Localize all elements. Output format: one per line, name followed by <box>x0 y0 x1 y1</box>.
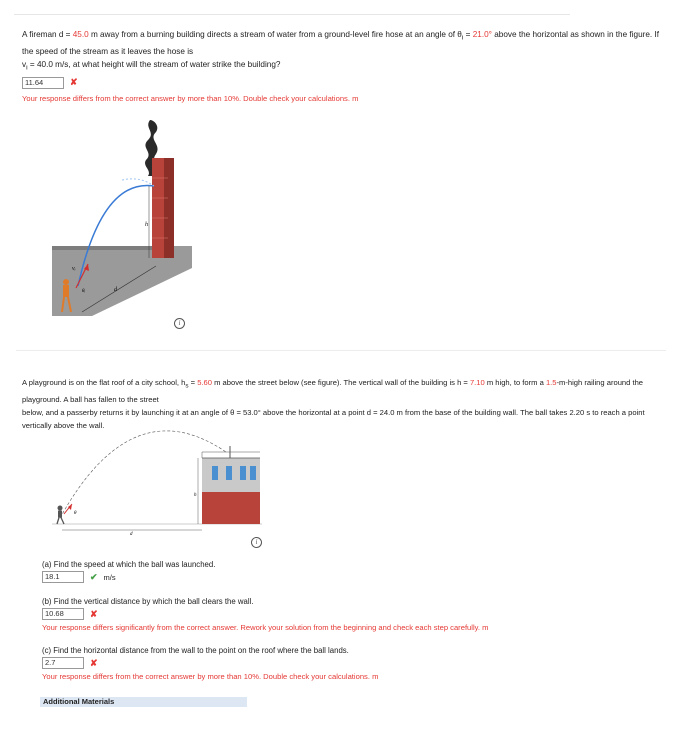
answer-input-b[interactable] <box>42 608 84 620</box>
feedback-b: Your response differs significantly from the correct answer. Rework your solution from the beginning and check each step carefully. m <box>42 623 489 632</box>
part-a: (a) Find the speed at which the ball was launched. 18.1 ✔ m/s <box>42 560 602 583</box>
fireman-body <box>63 285 69 297</box>
theta-value: 21.0° <box>472 30 492 39</box>
distance-label: d <box>114 287 117 293</box>
wrong-icon: ✘ <box>90 657 98 668</box>
figure-fire-hose <box>52 118 192 338</box>
d-value: 45.0 <box>72 30 89 39</box>
unit-label: m/s <box>103 572 116 582</box>
figure-playground <box>52 418 272 538</box>
distance-label: d <box>130 532 133 537</box>
problem-2-text: A playground is on the flat roof of a city school, $h_s = 5.60$ m above the street below (see figure). The vertical wall of the building is h = 7.10 m high, to form a 1.5-m-high railing around the playground. A ball has fallen to the street <box>22 378 644 404</box>
height-label: h <box>145 222 148 228</box>
hs-value: 5.60 <box>197 378 212 387</box>
ground-edge <box>52 246 152 250</box>
problem-2-parts <box>42 560 602 695</box>
wrong-icon: ✘ <box>70 77 78 88</box>
feedback-c: Your response differs from the correct answer by more than 10%. Double check your calculations. m <box>42 672 379 681</box>
part-c: (c) Find the horizontal distance from the wall to the point on the roof where the ball lands. 2.7 ✘ Your response differs from the correct answer by more than 10%. Double check your calculations. m <box>42 646 602 681</box>
answer-input-a[interactable] <box>42 571 84 583</box>
info-icon-2[interactable]: i <box>251 537 262 548</box>
wrong-icon: ✘ <box>90 608 98 619</box>
info-icon[interactable]: i <box>174 318 185 329</box>
section-divider <box>16 350 666 351</box>
railing-value: 1.5 <box>545 378 557 387</box>
answer-input-1[interactable] <box>22 77 64 89</box>
person-body <box>58 511 62 518</box>
problem-1 <box>22 28 662 105</box>
problem-1-text-line2: $v_i = 40.0$ m/s, at what height will the stream of water strike the building? <box>22 59 281 72</box>
answer-input-c[interactable] <box>42 657 84 669</box>
velocity-label: vᵢ <box>72 266 76 272</box>
part-b: (b) Find the vertical distance by which the ball clears the wall. 10.68 ✘ Your response differs significantly from the correct answer. Rework your solution from the beginning and check each step carefully. m <box>42 597 602 632</box>
ball-trajectory <box>60 431 226 518</box>
additional-materials-header[interactable]: Additional Materials <box>40 697 247 707</box>
problem-2-text-line2: below, and a passerby returns it by launching it at an angle of θ = 53.0° above the horizontal at a point d = 24.0 m from the base of the building wall. The ball takes 2.20 s to reach a point vertically above the wall. <box>22 407 645 430</box>
fireman-head <box>63 279 69 285</box>
height-label: h <box>194 493 197 498</box>
person-head <box>58 506 63 511</box>
problem-1-text: A fireman d = 45.0 m away from a burning building directs a stream of water from a ground-level fire hose at an angle of $\theta_i = 21.0^\circ$ above the horizontal as shown in the figure. If the speed of the stream as it leaves the hose is <box>22 30 660 56</box>
angle-label: θ <box>74 511 77 516</box>
building-side <box>164 158 174 258</box>
h-value: 7.10 <box>469 378 485 387</box>
correct-icon: ✔ <box>90 571 98 582</box>
top-divider <box>14 14 570 15</box>
building-brick <box>202 492 260 524</box>
angle-label: θᵢ <box>82 289 86 294</box>
feedback-1: Your response differs from the correct answer by more than 10%. Double check your calculations. m <box>22 94 359 104</box>
